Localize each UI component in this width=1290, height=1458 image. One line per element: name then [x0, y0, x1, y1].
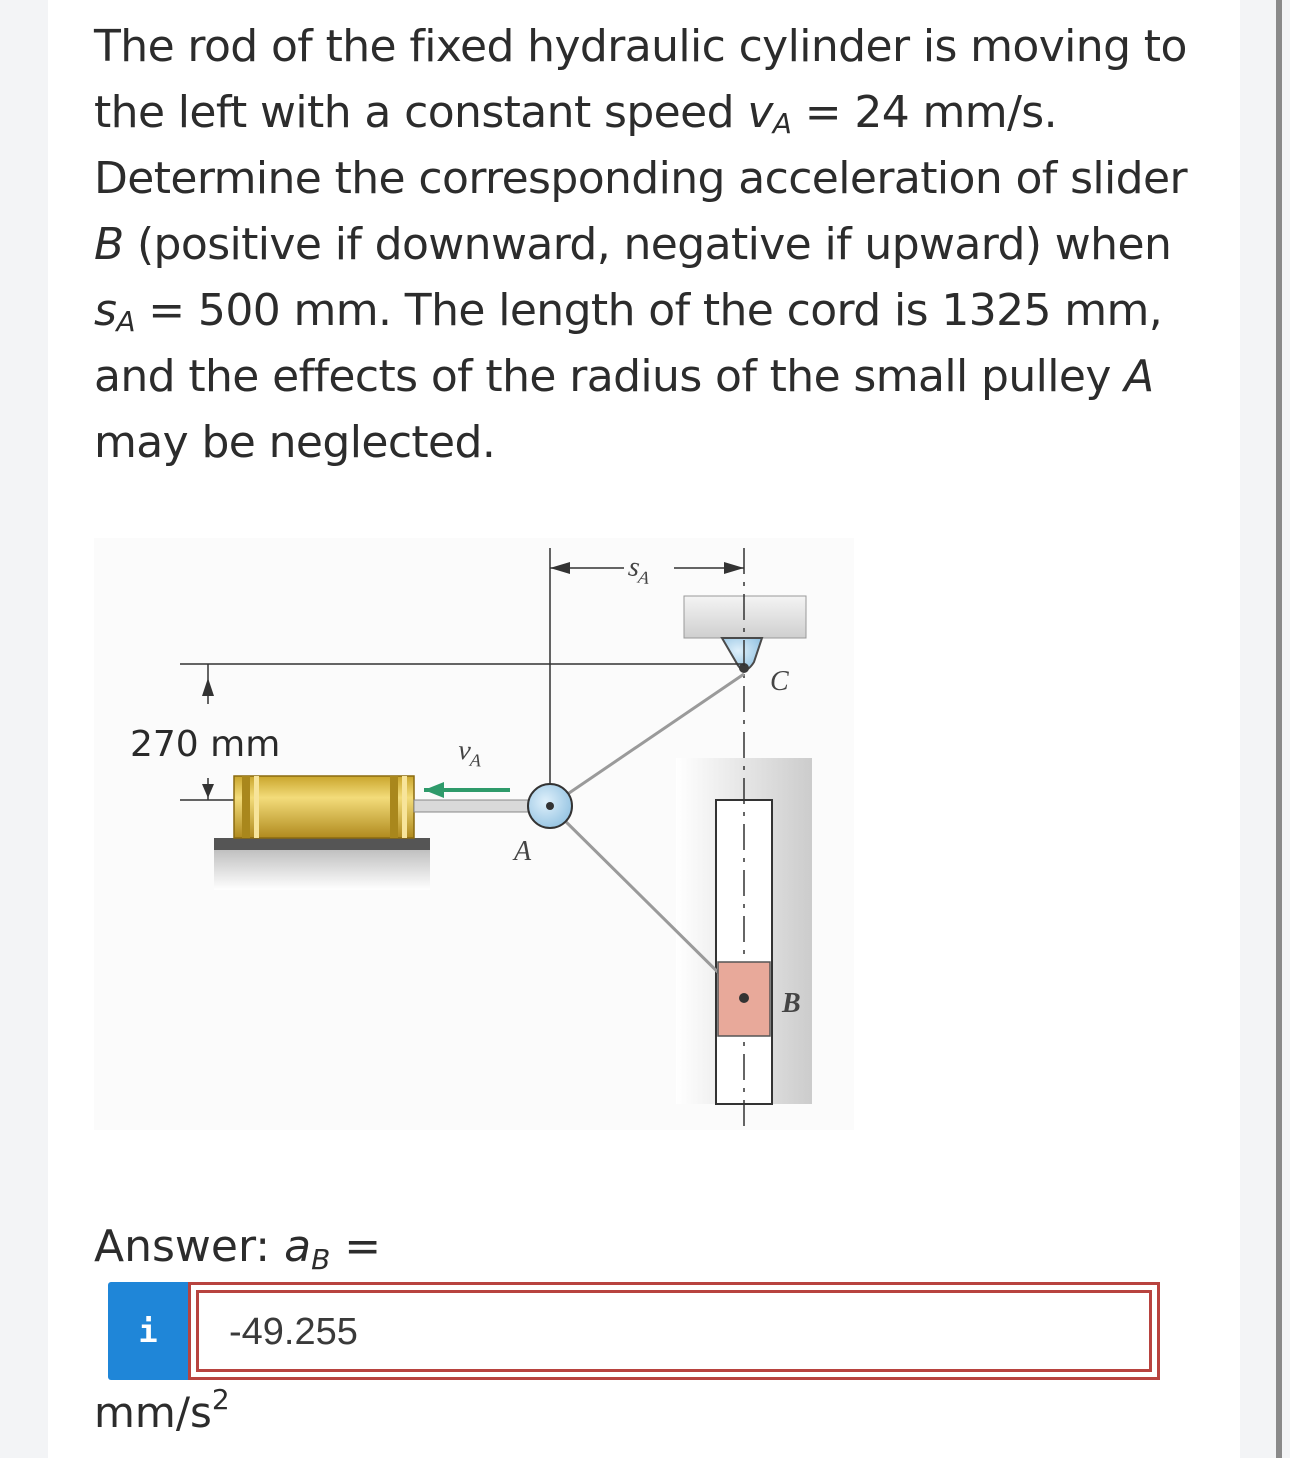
- answer-value[interactable]: -49.255: [229, 1311, 358, 1353]
- scrollbar-edge[interactable]: [1276, 0, 1282, 1458]
- hydraulic-cylinder: [214, 776, 430, 890]
- slider-b-label: B: [782, 988, 801, 1019]
- answer-equals: =: [330, 1221, 382, 1272]
- pulley-a-label: A: [514, 836, 532, 867]
- answer-input[interactable]: [188, 1282, 1160, 1380]
- unit-exponent: 2: [211, 1383, 230, 1416]
- answer-row: [108, 1282, 1160, 1380]
- answer-subscript: B: [311, 1243, 331, 1276]
- position-symbol: s: [94, 285, 117, 336]
- question-part: = 500 mm. The length of the cord is 1325 mm, and the effects of the radius of the small pulley: [94, 285, 1163, 402]
- question-part: may be neglected.: [94, 417, 496, 468]
- question-part: (positive if downward, negative if upward) when: [123, 219, 1172, 270]
- answer-label: [94, 1220, 381, 1274]
- mechanism-figure: [94, 538, 854, 1130]
- question-part: = 24 mm/s. Determine the corresponding acceleration of slider: [94, 87, 1187, 204]
- answer-symbol: a: [284, 1221, 312, 1272]
- question-part: The rod of the fixed hydraulic cylinder is moving to the left with a constant speed: [94, 21, 1187, 138]
- velocity-subscript: A: [772, 107, 792, 140]
- unit-text: mm/s: [94, 1388, 212, 1437]
- velocity-symbol: v: [747, 87, 773, 138]
- pulley-a: [528, 784, 572, 828]
- piston-rod: [414, 800, 536, 812]
- pulley-c-label: C: [770, 666, 789, 697]
- pulley-symbol: A: [1124, 351, 1154, 402]
- answer-label-text: Answer:: [94, 1221, 285, 1272]
- slider-symbol: B: [94, 219, 124, 270]
- position-subscript: A: [116, 305, 135, 338]
- va-label: $v_A$: [457, 734, 482, 771]
- dimension-270-label: 270 mm: [130, 724, 281, 765]
- answer-unit: [94, 1383, 230, 1437]
- sa-label: $s_A$: [626, 551, 651, 588]
- slider-pin: [739, 993, 749, 1003]
- question-text: [94, 14, 1224, 476]
- info-icon[interactable]: i: [108, 1282, 188, 1380]
